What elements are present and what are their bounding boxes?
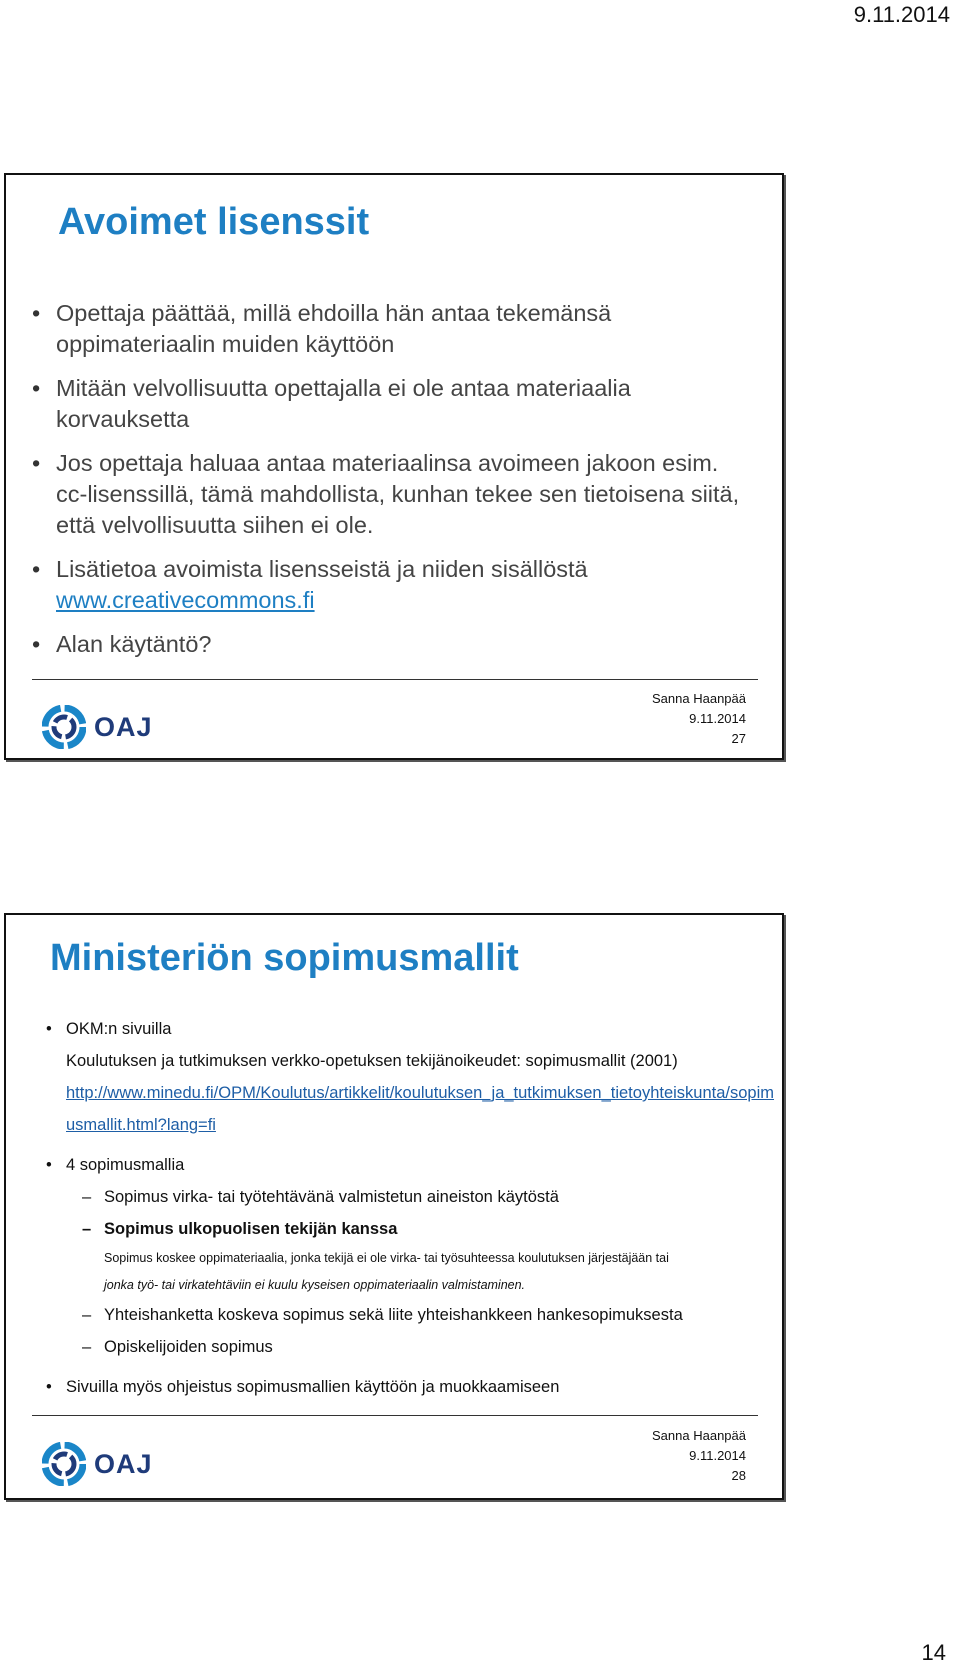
creativecommons-link[interactable]: www.creativecommons.fi bbox=[56, 587, 315, 613]
footer-divider bbox=[32, 679, 758, 680]
sub-item: – Sopimus ulkopuolisen tekijän kanssa bbox=[44, 1213, 774, 1245]
bullet-list bbox=[32, 298, 752, 673]
bullet-item: • Opettaja päättää, millä ehdoilla hän antaa tekemänsä oppimateriaalin muiden käyttöön bbox=[32, 298, 752, 360]
bullet-subline bbox=[44, 1077, 774, 1141]
bullet-item: • Sivuilla myös ohjeistus sopimusmallien käyttöön ja muokkaamiseen bbox=[44, 1371, 774, 1403]
sub-item: – Opiskelijoiden sopimus bbox=[44, 1331, 774, 1363]
bullet-item: • Alan käytäntö? bbox=[32, 629, 752, 660]
minedu-link[interactable]: http://www.minedu.fi/OPM/Koulutus/artikkelit/koulutuksen_ja_tutkimuksen_tietoyhteiskunta/sopimusmallit.html?lang=fi bbox=[66, 1084, 775, 1134]
bullet-item: • Jos opettaja haluaa antaa materiaalinsa avoimeen jakoon esim. cc-lisenssillä, tämä mahdollista, kunhan tekee sen tietoisena siitä, että velvollisuutta siihen ei ole. bbox=[32, 448, 752, 541]
slide-27 bbox=[4, 173, 784, 760]
oaj-logo-icon bbox=[42, 705, 86, 749]
author: Sanna Haanpää bbox=[652, 691, 746, 706]
author: Sanna Haanpää bbox=[652, 1428, 746, 1443]
slide-number: 28 bbox=[731, 1468, 746, 1483]
bullet-item bbox=[32, 554, 752, 616]
slide-meta bbox=[652, 1426, 746, 1486]
bullet-text: Lisätietoa avoimista lisensseistä ja niiden sisällöstä bbox=[56, 556, 588, 582]
sub-note: Sopimus koskee oppimateriaalia, jonka tekijä ei ole virka- tai työsuhteessa koulutuksen järjestäjään tai bbox=[104, 1251, 669, 1265]
slide-title: Ministeriön sopimusmallit bbox=[50, 937, 519, 979]
oaj-logo-text: OAJ bbox=[94, 1448, 153, 1479]
bullet-list bbox=[44, 1013, 774, 1403]
slide-title: Avoimet lisenssit bbox=[58, 201, 370, 243]
bullet-subline: Koulutuksen ja tutkimuksen verkko-opetuksen tekijänoikeudet: sopimusmallit (2001) bbox=[66, 1052, 678, 1070]
sub-note: jonka työ- tai virkatehtäviin ei kuulu kyseisen oppimateriaalin valmistaminen. bbox=[104, 1278, 526, 1292]
bullet-item: • Mitään velvollisuutta opettajalla ei ole antaa materiaalia korvauksetta bbox=[32, 373, 752, 435]
page-date: 9.11.2014 bbox=[853, 2, 950, 27]
oaj-logo bbox=[42, 1442, 153, 1486]
page-number: 14 bbox=[921, 1640, 946, 1665]
slide-number: 27 bbox=[731, 731, 746, 746]
oaj-logo-icon bbox=[42, 1442, 86, 1486]
slide-meta bbox=[652, 689, 746, 749]
oaj-logo-text: OAJ bbox=[94, 711, 153, 742]
sub-item: – Yhteishanketta koskeva sopimus sekä liite yhteishankkeen hankesopimuksesta bbox=[44, 1299, 774, 1331]
bullet-item: • 4 sopimusmallia bbox=[44, 1149, 774, 1181]
slide-date: 9.11.2014 bbox=[689, 711, 746, 726]
oaj-logo bbox=[42, 705, 153, 749]
sub-item: – Sopimus virka- tai työtehtävänä valmistetun aineiston käytöstä bbox=[44, 1181, 774, 1213]
slide-date: 9.11.2014 bbox=[689, 1448, 746, 1463]
footer-divider bbox=[32, 1415, 758, 1416]
slide-28 bbox=[4, 913, 784, 1500]
bullet-item: • OKM:n sivuilla bbox=[44, 1013, 774, 1045]
